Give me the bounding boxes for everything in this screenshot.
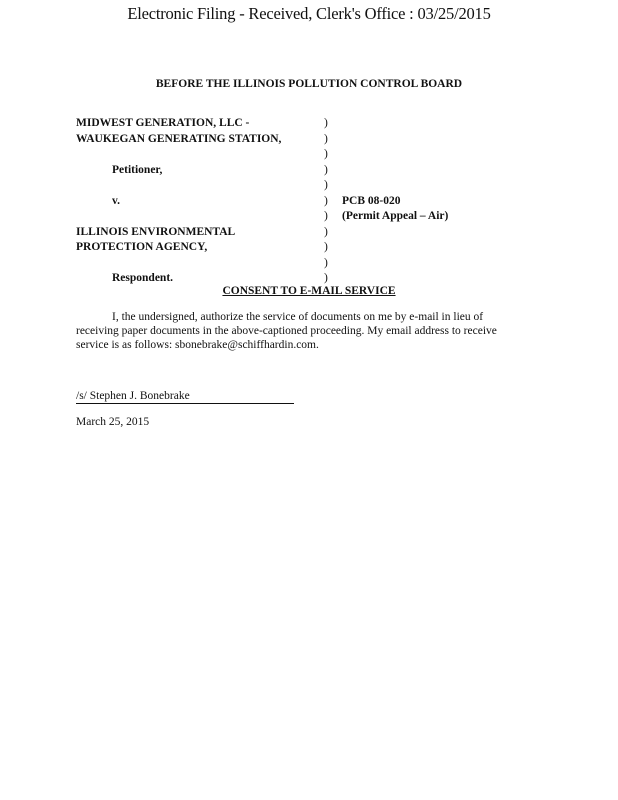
petitioner-name-line1: MIDWEST GENERATION, LLC - [76,117,250,129]
paren: ) [324,225,328,238]
paren: ) [324,194,328,207]
caption-parties [76,116,321,287]
consent-title: CONSENT TO E-MAIL SERVICE [222,285,396,297]
paren: ) [324,117,328,129]
respondent-name-line2: PROTECTION AGENCY, [76,241,208,253]
consent-body: I, the undersigned, authorize the service of documents on me by e-mail in lieu of receiving paper documents in the above-captioned proceeding. My email address to receive service is as follows: sbonebrake@schiffhardin.com. [76,311,497,351]
paren: ) [324,272,328,284]
petitioner-role: Petitioner, [112,163,163,176]
versus: v. [112,194,120,207]
blank-line [76,178,321,194]
paren: ) [324,179,328,191]
board-title: BEFORE THE ILLINOIS POLLUTION CONTROL BOARD [155,78,463,90]
case-type: (Permit Appeal – Air) [342,210,449,222]
filing-stamp: Electronic Filing - Received, Clerk's Office : 03/25/2015 [127,4,491,23]
blank-line [76,209,321,225]
signature-date: March 25, 2015 [76,416,150,428]
paren: ) [324,241,328,253]
respondent-name-line1: ILLINOIS ENVIRONMENTAL [76,225,236,238]
paren: ) [324,210,328,222]
blank-line [342,132,502,148]
caption-case-info [342,116,502,225]
blank-line [342,147,502,163]
blank-line [76,147,321,163]
paren: ) [324,132,328,145]
signature: /s/ Stephen J. Bonebrake [76,390,190,402]
paren: ) [324,148,328,160]
blank-line [342,116,502,132]
caption-parentheses [324,116,334,287]
blank-line [342,163,502,179]
petitioner-name-line2: WAUKEGAN GENERATING STATION, [76,132,282,145]
paren: ) [324,163,328,176]
paren: ) [324,256,328,269]
blank-line [342,178,502,194]
blank-line [76,256,321,272]
respondent-role: Respondent. [112,272,174,284]
case-number: PCB 08-020 [342,194,401,207]
signature-block [76,390,294,404]
